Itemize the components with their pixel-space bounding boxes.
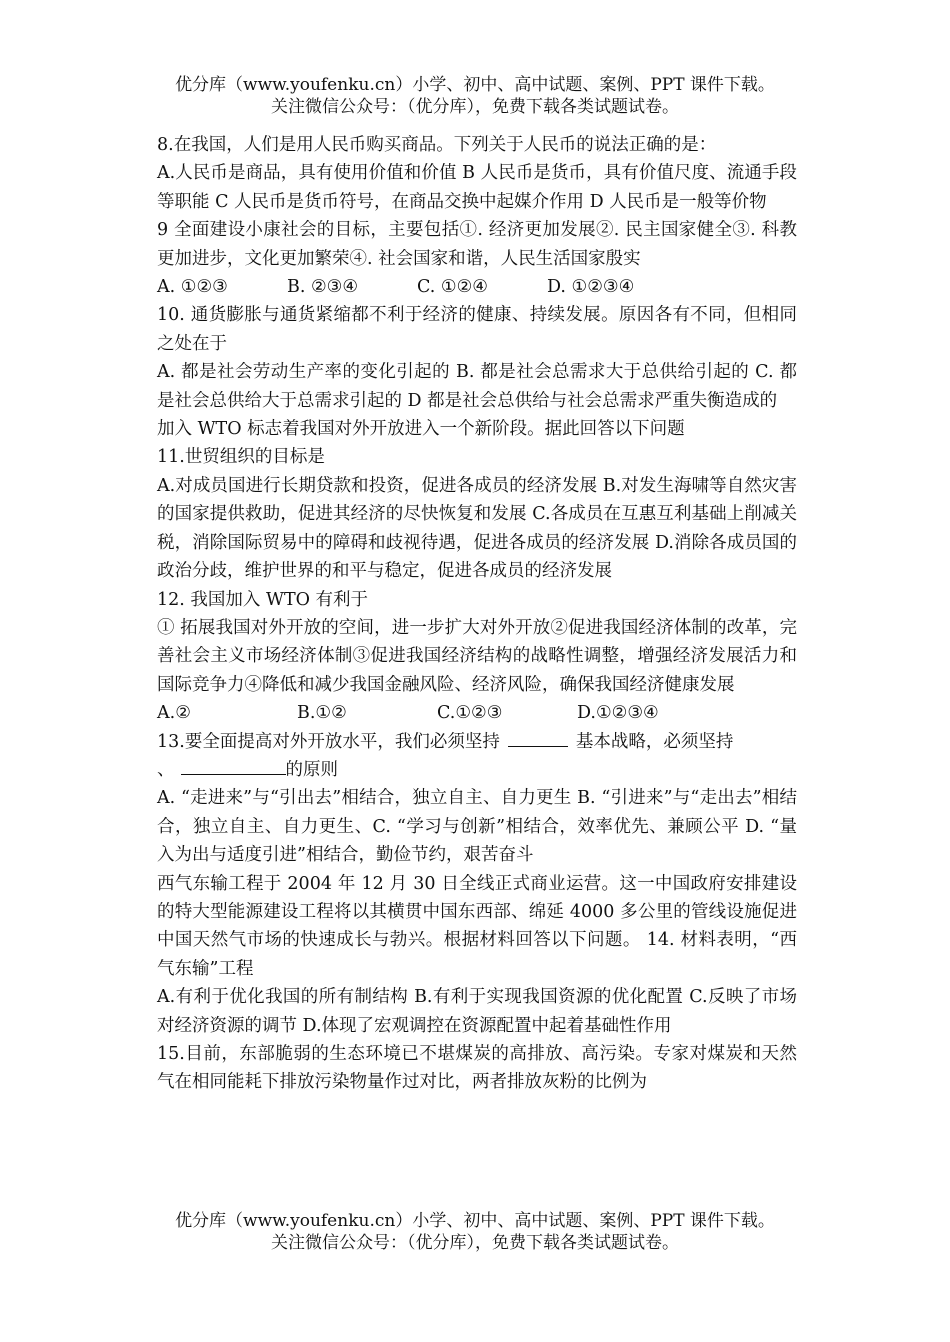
q13-stem-part-4: 的原则 <box>285 759 338 780</box>
question-13-stem <box>157 728 797 785</box>
question-8-options: A.人民币是商品，具有使用价值和价值 B 人民币是货币，具有价值尺度、流通手段等职能 C 人民币是货币符号，在商品交换中起媒介作用 D 人民币是一般等价物 <box>157 163 797 212</box>
question-10-stem: 10. 通货膨胀与通货紧缩都不利于经济的健康、持续发展。原因各有不同，但相同之处在于 <box>157 305 797 354</box>
question-9-options <box>157 273 797 301</box>
question-15-stem: 15.目前，东部脆弱的生态环境已不堪煤炭的高排放、高污染。专家对煤炭和天然气在相同能耗下排放污染物量作过对比，两者排放灰粉的比例为 <box>157 1044 797 1093</box>
option-d: D.①②③④ <box>577 703 659 724</box>
q13-stem-part-1: 13.要全面提高对外开放水平，我们必须坚持 <box>157 731 500 752</box>
question-9-stem: 9 全面建设小康社会的目标，主要包括①. 经济更加发展②. 民主国家健全③. 科教更加进步，文化更加繁荣④. 社会国家和谐，人民生活国家殷实 <box>157 220 797 269</box>
question-10-options: A. 都是社会劳动生产率的变化引起的 B. 都是社会总需求大于总供给引起的 C. 都是社会总供给大于总需求引起的 D 都是社会总供给与社会总需求严重失衡造成的 <box>157 362 797 411</box>
option-c: C.①②③ <box>437 703 503 724</box>
question-8-stem: 8.在我国，人们是用人民币购买商品。下列关于人民币的说法正确的是： <box>157 135 717 155</box>
q13-stem-part-3: 、 <box>157 759 175 780</box>
q13-stem-part-2: 基本战略，必须坚持 <box>575 731 734 752</box>
option-b: B. ②③④ <box>287 277 359 298</box>
option-d: D. ①②③④ <box>547 277 635 298</box>
footer-line-2: 关注微信公众号：（优分库），免费下载各类试题试卷。 <box>271 1233 679 1253</box>
document-body <box>157 131 797 1097</box>
question-12-stem: 12. 我国加入 WTO 有利于 <box>157 589 369 610</box>
footer-line-1: 优分库（www.youfenku.cn）小学、初中、高中试题、案例、PPT 课件下载。 <box>175 1211 775 1231</box>
option-b: B.①② <box>297 703 347 724</box>
fill-blank-1 <box>508 728 568 747</box>
page-header <box>0 74 950 118</box>
wto-intro: 加入 WTO 标志着我国对外开放进入一个新阶段。据此回答以下问题 <box>157 419 685 440</box>
header-line-1: 优分库（www.youfenku.cn）小学、初中、高中试题、案例、PPT 课件下载。 <box>175 75 775 95</box>
question-14-options: A.有利于优化我国的所有制结构 B.有利于实现我国资源的优化配置 C.反映了市场对经济资源的调节 D.体现了宏观调控在资源配置中起着基础性作用 <box>157 987 797 1036</box>
material-paragraph: 西气东输工程于 2004 年 12 月 30 日全线正式商业运营。这一中国政府安排建设的特大型能源建设工程将以其横贯中国东西部、绵延 4000 多公里的管线设施促进中国天然气市场的快速成长与勃兴。根据材料回答以下问题。 14. 材料表明，“西气东输”工程 <box>157 873 797 979</box>
option-c: C. ①②④ <box>417 277 488 298</box>
option-a: A.② <box>157 703 191 724</box>
question-12-body: ① 拓展我国对外开放的空间，进一步扩大对外开放②促进我国经济体制的改革，完善社会主义市场经济体制③促进我国经济结构的战略性调整，增强经济发展活力和国际竞争力④降低和减少我国金融风险、经济风险，确保我国经济健康发展 <box>157 617 797 695</box>
fill-blank-2 <box>181 756 286 775</box>
question-13-options: A. “走进来”与“引出去”相结合，独立自主、自力更生 B. “引进来”与“走出去”相结合，独立自主、自力更生、C. “学习与创新”相结合，效率优先、兼顾公平 D. “量入为出与适度引进”相结合，勤俭节约，艰苦奋斗 <box>157 788 797 866</box>
option-a: A. ①②③ <box>157 277 228 298</box>
question-12-options <box>157 699 797 727</box>
question-11-options: A.对成员国进行长期贷款和投资，促进各成员的经济发展 B.对发生海啸等自然灾害的国家提供救助，促进其经济的尽快恢复和发展 C.各成员在互惠互利基础上削减关税，消除国际贸易中的障碍和歧视待遇，促进各成员的经济发展 D.消除各成员国的政治分歧，维护世界的和平与稳定，促进各成员的经济发展 <box>157 475 797 582</box>
page-footer <box>0 1210 950 1254</box>
header-line-2: 关注微信公众号：（优分库），免费下载各类试题试卷。 <box>271 97 679 117</box>
question-11-stem: 11.世贸组织的目标是 <box>157 447 325 468</box>
